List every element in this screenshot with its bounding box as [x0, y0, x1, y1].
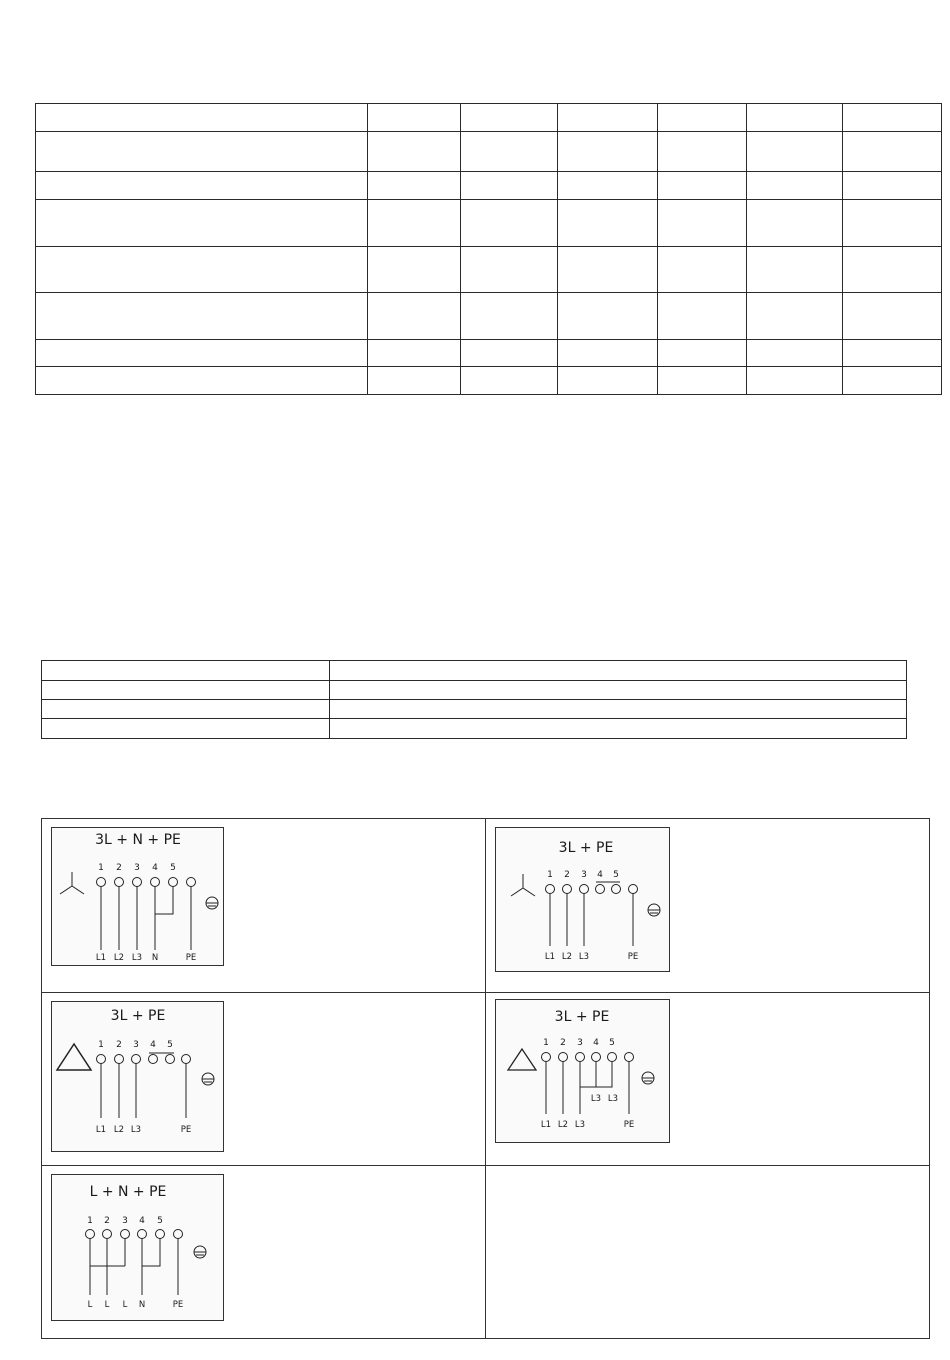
table-row: [36, 293, 942, 340]
terminal-label: 1: [98, 863, 104, 873]
terminal-circle: [138, 1230, 147, 1239]
table-cell: [747, 132, 843, 172]
diagram-title: 3L + N + PE: [95, 832, 181, 848]
table-cell: [843, 104, 942, 132]
terminal-label: 2: [116, 1040, 122, 1050]
terminal-circle: [546, 885, 555, 894]
star-symbol-icon: [511, 874, 535, 896]
table-cell: [658, 340, 747, 367]
table-row: [36, 247, 942, 293]
table-row: [42, 661, 907, 681]
terminal-circle: [563, 885, 572, 894]
table-cell: [747, 367, 843, 395]
specification-table: [35, 103, 942, 395]
table-cell: [460, 247, 558, 293]
terminal-label: L: [87, 1300, 93, 1310]
table-cell: [460, 104, 558, 132]
table-row: [36, 367, 942, 395]
table-cell: [329, 681, 906, 700]
table-row: [42, 719, 907, 739]
table-cell: [36, 340, 368, 367]
terminal-circle: [592, 1053, 601, 1062]
table-cell: [558, 340, 658, 367]
terminal-circle: [576, 1053, 585, 1062]
table-cell: [658, 104, 747, 132]
terminal-circle: [149, 1055, 158, 1064]
table-cell: [460, 132, 558, 172]
terminal-label: 4: [139, 1216, 145, 1226]
terminal-label: PE: [623, 1120, 635, 1130]
table-cell: [558, 247, 658, 293]
table-cell: [843, 367, 942, 395]
ground-symbol-icon: [202, 1073, 214, 1085]
terminal-circle: [133, 878, 142, 887]
terminal-circle: [97, 1055, 106, 1064]
table-cell: [367, 367, 460, 395]
terminal-circle: [559, 1053, 568, 1062]
terminal-circle: [608, 1053, 617, 1062]
table-cell: [36, 200, 368, 247]
terminal-label: 2: [104, 1216, 110, 1226]
star-symbol-icon: [60, 872, 84, 894]
table-cell: [658, 172, 747, 200]
table-cell: [329, 719, 906, 739]
wiring-diagram-3l-pe-delta: [51, 1001, 224, 1152]
terminal-label: 3: [581, 870, 587, 880]
table-cell: [747, 104, 843, 132]
table-cell: [367, 132, 460, 172]
wiring-diagram-3l-pe-delta-bridge: [495, 999, 670, 1143]
table-cell: [36, 247, 368, 293]
terminal-label: 2: [116, 863, 122, 873]
table-cell: [367, 293, 460, 340]
terminal-label: PE: [185, 953, 197, 963]
cable-table: [41, 660, 907, 739]
diagram-title: 3L + PE: [554, 1009, 610, 1025]
table-row: [36, 200, 942, 247]
table-row: [36, 104, 942, 132]
table-cell: [36, 104, 368, 132]
wiring-diagram-grid: [41, 818, 930, 1339]
terminal-label: 4: [150, 1040, 156, 1050]
terminal-label: 3: [122, 1216, 128, 1226]
table-cell: [843, 293, 942, 340]
wiring-diagram-3l-pe-star: [495, 827, 670, 972]
diagram-title: 3L + PE: [558, 840, 614, 856]
table-row: [36, 340, 942, 367]
terminal-circle: [166, 1055, 175, 1064]
terminal-label: L3: [130, 1125, 142, 1135]
terminal-circle: [542, 1053, 551, 1062]
terminal-label: 5: [167, 1040, 173, 1050]
terminal-circle: [580, 885, 589, 894]
table-cell: [42, 681, 330, 700]
terminal-label: 5: [613, 870, 619, 880]
table-cell: [558, 293, 658, 340]
terminal-label: PE: [172, 1300, 184, 1310]
table-cell: [558, 172, 658, 200]
terminal-circle: [625, 1053, 634, 1062]
terminal-label: L1: [95, 953, 107, 963]
terminal-label: 3: [133, 1040, 139, 1050]
terminal-label: 5: [157, 1216, 163, 1226]
terminal-circle: [156, 1230, 165, 1239]
delta-symbol-icon: [508, 1049, 536, 1070]
terminal-circle: [132, 1055, 141, 1064]
table-cell: [747, 340, 843, 367]
terminal-label: L1: [544, 952, 556, 962]
terminal-label: L2: [557, 1120, 569, 1130]
table-cell: [329, 661, 906, 681]
table-cell: [36, 367, 368, 395]
table-cell: [747, 293, 843, 340]
table-cell: [367, 200, 460, 247]
terminal-label: 1: [98, 1040, 104, 1050]
table-cell: [558, 200, 658, 247]
terminal-label: L1: [95, 1125, 107, 1135]
terminal-circle: [121, 1230, 130, 1239]
terminal-label: L2: [113, 1125, 125, 1135]
table-cell: [42, 700, 330, 719]
terminal-circle: [612, 885, 621, 894]
table-row: [36, 172, 942, 200]
terminal-label: L3: [578, 952, 590, 962]
terminal-circle: [115, 878, 124, 887]
table-cell: [460, 172, 558, 200]
table-cell: [558, 367, 658, 395]
terminal-circle: [174, 1230, 183, 1239]
terminal-label: L1: [540, 1120, 552, 1130]
table-cell: [843, 132, 942, 172]
table-cell: [367, 247, 460, 293]
terminal-label: L: [122, 1300, 128, 1310]
terminal-circle: [97, 878, 106, 887]
wiring-diagram-l-n-pe: [51, 1174, 224, 1321]
terminal-label: PE: [180, 1125, 192, 1135]
wiring-diagram-3l-n-pe-star: [51, 827, 224, 966]
terminal-label: L3: [607, 1094, 619, 1104]
terminal-label: N: [151, 953, 159, 963]
terminal-label: L: [104, 1300, 110, 1310]
terminal-circle: [629, 885, 638, 894]
terminal-circle: [103, 1230, 112, 1239]
terminal-label: 4: [593, 1038, 599, 1048]
table-cell: [460, 340, 558, 367]
table-cell: [460, 367, 558, 395]
terminal-label: L3: [590, 1094, 602, 1104]
terminal-label: 5: [609, 1038, 615, 1048]
terminal-label: 2: [560, 1038, 566, 1048]
table-cell: [658, 367, 747, 395]
terminal-label: L3: [574, 1120, 586, 1130]
table-cell: [658, 132, 747, 172]
table-row: [42, 700, 907, 719]
table-row: [42, 681, 907, 700]
diagram-title: 3L + PE: [110, 1008, 166, 1024]
terminal-label: L3: [131, 953, 143, 963]
terminal-circle: [151, 878, 160, 887]
diagram-title: L + N + PE: [89, 1184, 167, 1200]
table-cell: [36, 172, 368, 200]
table-cell: [367, 340, 460, 367]
table-row: [36, 132, 942, 172]
ground-symbol-icon: [648, 904, 660, 916]
terminal-circle: [182, 1055, 191, 1064]
terminal-label: 3: [577, 1038, 583, 1048]
table-cell: [36, 293, 368, 340]
table-cell: [843, 247, 942, 293]
table-cell: [747, 247, 843, 293]
table-cell: [367, 172, 460, 200]
terminal-label: 1: [543, 1038, 549, 1048]
table-cell: [843, 340, 942, 367]
delta-symbol-icon: [57, 1044, 91, 1070]
table-cell: [658, 293, 747, 340]
terminal-circle: [86, 1230, 95, 1239]
terminal-label: L2: [113, 953, 125, 963]
table-cell: [460, 200, 558, 247]
ground-symbol-icon: [194, 1246, 206, 1258]
table-cell: [843, 200, 942, 247]
table-cell: [558, 104, 658, 132]
terminal-label: 1: [87, 1216, 93, 1226]
table-cell: [747, 200, 843, 247]
table-cell: [36, 132, 368, 172]
terminal-label: L2: [561, 952, 573, 962]
table-cell: [42, 719, 330, 739]
terminal-circle: [115, 1055, 124, 1064]
terminal-label: 5: [170, 863, 176, 873]
terminal-label: 2: [564, 870, 570, 880]
terminal-circle: [169, 878, 178, 887]
table-cell: [367, 104, 460, 132]
table-cell: [658, 200, 747, 247]
terminal-label: PE: [627, 952, 639, 962]
table-cell: [460, 293, 558, 340]
table-cell: [558, 132, 658, 172]
terminal-circle: [187, 878, 196, 887]
table-cell: [843, 172, 942, 200]
table-cell: [42, 661, 330, 681]
terminal-label: 4: [597, 870, 603, 880]
table-cell: [747, 172, 843, 200]
terminal-circle: [596, 885, 605, 894]
table-cell: [329, 700, 906, 719]
terminal-label: 4: [152, 863, 158, 873]
terminal-label: N: [138, 1300, 146, 1310]
terminal-label: 3: [134, 863, 140, 873]
terminal-label: 1: [547, 870, 553, 880]
ground-symbol-icon: [642, 1072, 654, 1084]
ground-symbol-icon: [206, 897, 218, 909]
table-cell: [658, 247, 747, 293]
